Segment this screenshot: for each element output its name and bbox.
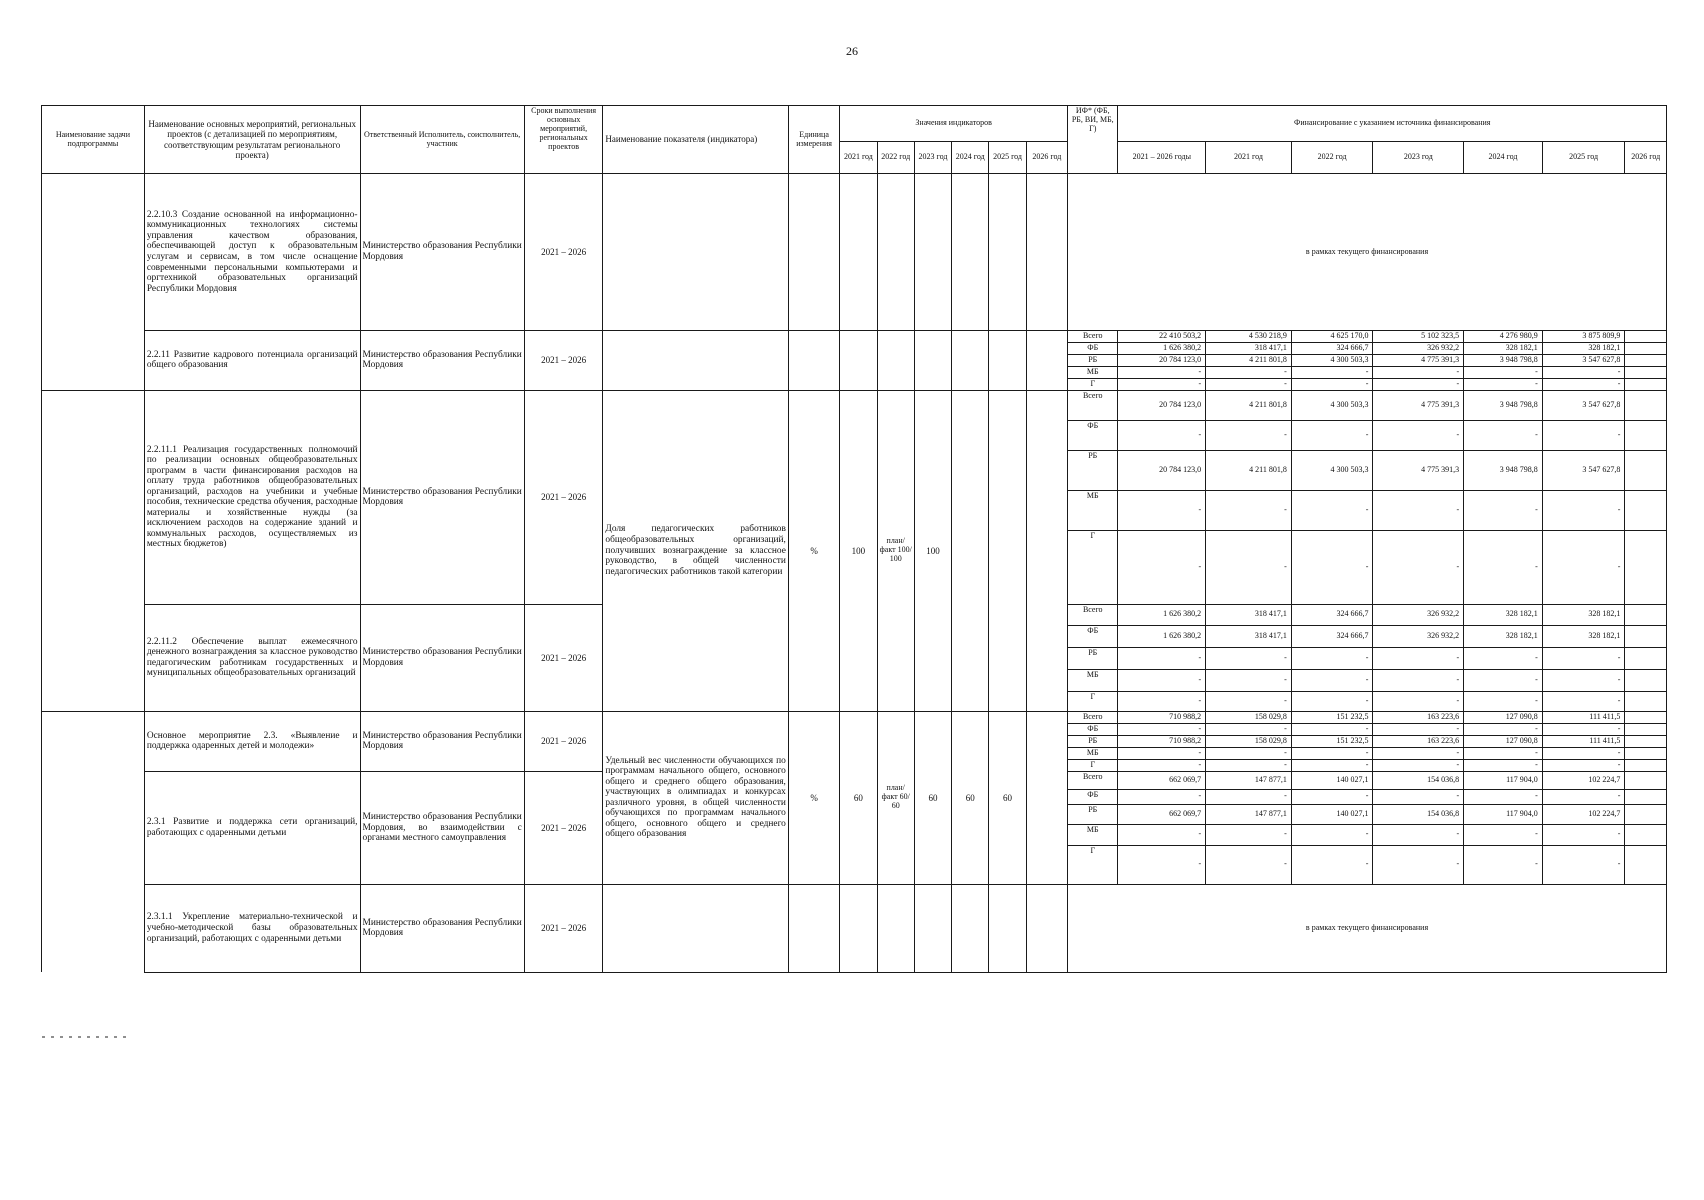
fin-value: 147 877,1 bbox=[1206, 804, 1292, 824]
fin-value: - bbox=[1118, 789, 1206, 804]
fin-value: 151 232,5 bbox=[1291, 711, 1373, 723]
measure-cell: 2.3.1 Развитие и поддержка сети организаций, работающих с одаренными детьми bbox=[144, 771, 360, 884]
fin-value: - bbox=[1464, 759, 1543, 771]
source-label: Г bbox=[1068, 845, 1118, 884]
header-fin-2021: 2021 год bbox=[1206, 142, 1292, 174]
header-year-2025: 2025 год bbox=[989, 142, 1026, 174]
value-cell bbox=[914, 174, 951, 331]
task-cell bbox=[42, 711, 145, 972]
fin-value: - bbox=[1464, 747, 1543, 759]
fin-value: 158 029,8 bbox=[1206, 711, 1292, 723]
fin-value bbox=[1625, 331, 1667, 343]
fin-value: 5 102 323,5 bbox=[1373, 331, 1464, 343]
fin-value: - bbox=[1118, 669, 1206, 691]
fin-value: - bbox=[1206, 824, 1292, 845]
fin-value bbox=[1625, 735, 1667, 747]
fin-value: - bbox=[1464, 647, 1543, 669]
measure-cell: 2.2.11.2 Обеспечение выплат ежемесячного денежного вознаграждения за классное руководство педагогическим работникам государственных и муниципальных общеобразовательных организаций bbox=[144, 604, 360, 711]
fin-value: - bbox=[1118, 490, 1206, 530]
fin-value bbox=[1625, 824, 1667, 845]
value-cell bbox=[914, 331, 951, 391]
value-2021: 60 bbox=[840, 711, 877, 884]
fin-value: 318 417,1 bbox=[1206, 342, 1292, 354]
task-cell bbox=[42, 331, 145, 391]
fin-value: 324 666,7 bbox=[1291, 625, 1373, 647]
fin-value: 326 932,2 bbox=[1373, 625, 1464, 647]
task-cell bbox=[42, 174, 145, 331]
fin-value: - bbox=[1542, 845, 1625, 884]
terms-cell: 2021 – 2026 bbox=[524, 604, 603, 711]
fin-value: - bbox=[1542, 824, 1625, 845]
fin-value: - bbox=[1373, 378, 1464, 390]
fin-value: 163 223,6 bbox=[1373, 711, 1464, 723]
indicator-cell: Удельный вес численности обучающихся по программам начального общего, основного общего и среднего общего образования, участвующих в олимпиадах и конкурсах различного уровня, в общей численности обучающихся по программам начального общего, основного общего и среднего общего образования bbox=[603, 711, 788, 884]
fin-value: 3 547 627,8 bbox=[1542, 450, 1625, 490]
executor-cell: Министерство образования Республики Мордовия bbox=[360, 390, 524, 604]
program-table bbox=[41, 105, 1667, 973]
fin-value: - bbox=[1373, 845, 1464, 884]
value-cell bbox=[952, 174, 989, 331]
fin-value: 127 090,8 bbox=[1464, 711, 1543, 723]
value-cell bbox=[989, 174, 1026, 331]
fin-value bbox=[1625, 604, 1667, 625]
fin-value: - bbox=[1464, 530, 1543, 604]
unit-cell: % bbox=[788, 711, 839, 884]
fin-value bbox=[1625, 759, 1667, 771]
fin-value: - bbox=[1118, 747, 1206, 759]
fin-value: 4 211 801,8 bbox=[1206, 390, 1292, 420]
fin-value: - bbox=[1206, 747, 1292, 759]
table-row bbox=[42, 390, 1667, 420]
source-label: ФБ bbox=[1068, 789, 1118, 804]
header-year-2026: 2026 год bbox=[1026, 142, 1067, 174]
fin-value: - bbox=[1291, 824, 1373, 845]
value-cell bbox=[1026, 884, 1067, 972]
fin-value: - bbox=[1464, 490, 1543, 530]
fin-value: - bbox=[1206, 647, 1292, 669]
header-fin-2022: 2022 год bbox=[1291, 142, 1373, 174]
header-measures: Наименование основных мероприятий, региональных проектов (с детализацией по мероприятиям, соответствующим результатам регионального проекта) bbox=[144, 106, 360, 174]
fin-value: - bbox=[1542, 747, 1625, 759]
fin-value: - bbox=[1118, 824, 1206, 845]
fin-value: 328 182,1 bbox=[1464, 342, 1543, 354]
value-2022: план/ факт 100/ 100 bbox=[877, 390, 914, 711]
fin-value: 154 036,8 bbox=[1373, 804, 1464, 824]
fin-value: 4 211 801,8 bbox=[1206, 354, 1292, 366]
source-label: МБ bbox=[1068, 824, 1118, 845]
header-source: ИФ* (ФБ, РБ, ВИ, МБ, Г) bbox=[1068, 106, 1118, 142]
financing-note: в рамках текущего финансирования bbox=[1068, 884, 1667, 972]
header-unit: Единица измерения bbox=[788, 106, 839, 174]
fin-value: 1 626 380,2 bbox=[1118, 625, 1206, 647]
fin-value: 111 411,5 bbox=[1542, 735, 1625, 747]
table-row bbox=[42, 711, 1667, 723]
fin-value bbox=[1625, 711, 1667, 723]
fin-value: - bbox=[1206, 845, 1292, 884]
value-2022: план/ факт 60/ 60 bbox=[877, 711, 914, 884]
fin-value bbox=[1625, 354, 1667, 366]
header-source-cont bbox=[1068, 142, 1118, 174]
fin-value: 140 027,1 bbox=[1291, 804, 1373, 824]
terms-cell: 2021 – 2026 bbox=[524, 771, 603, 884]
fin-value: - bbox=[1118, 378, 1206, 390]
fin-value bbox=[1625, 625, 1667, 647]
header-financing: Финансирование с указанием источника финансирования bbox=[1118, 106, 1667, 142]
source-label: МБ bbox=[1068, 366, 1118, 378]
fin-value: 20 784 123,0 bbox=[1118, 354, 1206, 366]
fin-value: - bbox=[1373, 691, 1464, 711]
executor-cell: Министерство образования Республики Мордовия, во взаимодействии с органами местного самоуправления bbox=[360, 771, 524, 884]
terms-cell: 2021 – 2026 bbox=[524, 711, 603, 771]
fin-value: - bbox=[1206, 490, 1292, 530]
fin-value: 1 626 380,2 bbox=[1118, 342, 1206, 354]
fin-value: 3 875 809,9 bbox=[1542, 331, 1625, 343]
value-cell bbox=[989, 390, 1026, 711]
fin-value bbox=[1625, 420, 1667, 450]
unit-cell bbox=[788, 331, 839, 391]
fin-value: - bbox=[1206, 759, 1292, 771]
unit-cell: % bbox=[788, 390, 839, 711]
fin-value: 318 417,1 bbox=[1206, 625, 1292, 647]
fin-value: - bbox=[1291, 420, 1373, 450]
fin-value: - bbox=[1464, 378, 1543, 390]
unit-cell bbox=[788, 174, 839, 331]
source-label: Всего bbox=[1068, 390, 1118, 420]
fin-value: 102 224,7 bbox=[1542, 771, 1625, 789]
source-label: Г bbox=[1068, 691, 1118, 711]
fin-value: 154 036,8 bbox=[1373, 771, 1464, 789]
fin-value: - bbox=[1373, 366, 1464, 378]
source-label: РБ bbox=[1068, 735, 1118, 747]
fin-value: 326 932,2 bbox=[1373, 342, 1464, 354]
fin-value: 158 029,8 bbox=[1206, 735, 1292, 747]
fin-value: - bbox=[1206, 691, 1292, 711]
table-row bbox=[42, 174, 1667, 331]
fin-value bbox=[1625, 450, 1667, 490]
fin-value bbox=[1625, 723, 1667, 735]
fin-value: - bbox=[1464, 824, 1543, 845]
fin-value: 102 224,7 bbox=[1542, 804, 1625, 824]
source-label: ФБ bbox=[1068, 420, 1118, 450]
executor-cell: Министерство образования Республики Мордовия bbox=[360, 331, 524, 391]
terms-cell: 2021 – 2026 bbox=[524, 390, 603, 604]
fin-value: - bbox=[1373, 759, 1464, 771]
fin-value: - bbox=[1118, 723, 1206, 735]
measure-cell: 2.3.1.1 Укрепление материально-технической и учебно-методической базы образовательных организаций, работающих с одаренными детьми bbox=[144, 884, 360, 972]
source-label: РБ bbox=[1068, 450, 1118, 490]
fin-value: - bbox=[1542, 530, 1625, 604]
financing-note: в рамках текущего финансирования bbox=[1068, 174, 1667, 331]
fin-value: 3 948 798,8 bbox=[1464, 390, 1543, 420]
fin-value bbox=[1625, 490, 1667, 530]
header-year-2021: 2021 год bbox=[840, 142, 877, 174]
value-2023: 60 bbox=[914, 711, 951, 884]
source-label: Всего bbox=[1068, 771, 1118, 789]
fin-value: - bbox=[1118, 366, 1206, 378]
fin-value: - bbox=[1464, 723, 1543, 735]
fin-value: 4 300 503,3 bbox=[1291, 390, 1373, 420]
fin-value: - bbox=[1291, 490, 1373, 530]
value-cell bbox=[840, 331, 877, 391]
fin-value: - bbox=[1373, 420, 1464, 450]
fin-value: - bbox=[1206, 366, 1292, 378]
fin-value: 4 775 391,3 bbox=[1373, 354, 1464, 366]
fin-value bbox=[1625, 366, 1667, 378]
value-cell bbox=[952, 884, 989, 972]
fin-value: 1 626 380,2 bbox=[1118, 604, 1206, 625]
source-label: РБ bbox=[1068, 647, 1118, 669]
value-cell bbox=[877, 331, 914, 391]
fin-value: 662 069,7 bbox=[1118, 771, 1206, 789]
fin-value: - bbox=[1464, 691, 1543, 711]
header-fin-2026: 2026 год bbox=[1625, 142, 1667, 174]
indicator-cell: Доля педагогических работников общеобразовательных организаций, получивших вознаграждение за классное руководство, в общей численности педагогических работников такой категории bbox=[603, 390, 788, 711]
fin-value: - bbox=[1464, 366, 1543, 378]
fin-value: - bbox=[1542, 759, 1625, 771]
fin-value: - bbox=[1291, 366, 1373, 378]
fin-value: 328 182,1 bbox=[1542, 342, 1625, 354]
fin-value: - bbox=[1206, 530, 1292, 604]
fin-value: - bbox=[1464, 789, 1543, 804]
fin-value bbox=[1625, 845, 1667, 884]
fin-value: - bbox=[1373, 490, 1464, 530]
fin-value: - bbox=[1118, 530, 1206, 604]
source-label: Г bbox=[1068, 530, 1118, 604]
fin-value: 4 775 391,3 bbox=[1373, 450, 1464, 490]
fin-value: - bbox=[1542, 378, 1625, 390]
source-label: МБ bbox=[1068, 747, 1118, 759]
fin-value: - bbox=[1291, 789, 1373, 804]
fin-value: - bbox=[1542, 723, 1625, 735]
executor-cell: Министерство образования Республики Мордовия bbox=[360, 711, 524, 771]
fin-value: - bbox=[1291, 669, 1373, 691]
executor-cell: Министерство образования Республики Мордовия bbox=[360, 884, 524, 972]
fin-value: 328 182,1 bbox=[1464, 604, 1543, 625]
fin-value: 4 211 801,8 bbox=[1206, 450, 1292, 490]
measure-cell: Основное мероприятие 2.3. «Выявление и поддержка одаренных детей и молодежи» bbox=[144, 711, 360, 771]
fin-value: - bbox=[1373, 530, 1464, 604]
header-fin-2023: 2023 год bbox=[1373, 142, 1464, 174]
fin-value: - bbox=[1464, 669, 1543, 691]
fin-value: - bbox=[1206, 723, 1292, 735]
value-cell bbox=[952, 331, 989, 391]
source-label: ФБ bbox=[1068, 723, 1118, 735]
table-row bbox=[42, 331, 1667, 343]
terms-cell: 2021 – 2026 bbox=[524, 331, 603, 391]
header-terms: Сроки выполнения основных мероприятий, региональных проектов bbox=[524, 106, 603, 174]
fin-value: - bbox=[1291, 845, 1373, 884]
fin-value: - bbox=[1373, 647, 1464, 669]
fin-value bbox=[1625, 390, 1667, 420]
fin-value: - bbox=[1542, 366, 1625, 378]
fin-value: 328 182,1 bbox=[1542, 625, 1625, 647]
fin-value: - bbox=[1373, 669, 1464, 691]
value-cell bbox=[952, 390, 989, 711]
task-cell bbox=[42, 390, 145, 711]
header-fin-total: 2021 – 2026 годы bbox=[1118, 142, 1206, 174]
fin-value: - bbox=[1373, 824, 1464, 845]
fin-value: 127 090,8 bbox=[1464, 735, 1543, 747]
value-cell bbox=[989, 331, 1026, 391]
fin-value bbox=[1625, 691, 1667, 711]
fin-value bbox=[1625, 378, 1667, 390]
fin-value bbox=[1625, 669, 1667, 691]
indicator-cell bbox=[603, 174, 788, 331]
fin-value bbox=[1625, 647, 1667, 669]
header-year-2024: 2024 год bbox=[952, 142, 989, 174]
header-executor: Ответственный Исполнитель, соисполнитель, участник bbox=[360, 106, 524, 174]
fin-value: 3 948 798,8 bbox=[1464, 354, 1543, 366]
value-cell bbox=[989, 884, 1026, 972]
executor-cell: Министерство образования Республики Мордовия bbox=[360, 174, 524, 331]
header-fin-2024: 2024 год bbox=[1464, 142, 1543, 174]
fin-value: - bbox=[1291, 647, 1373, 669]
fin-value: - bbox=[1206, 420, 1292, 450]
header-fin-2025: 2025 год bbox=[1542, 142, 1625, 174]
fin-value: - bbox=[1291, 723, 1373, 735]
fin-value: 328 182,1 bbox=[1464, 625, 1543, 647]
value-cell bbox=[914, 884, 951, 972]
source-label: Всего bbox=[1068, 711, 1118, 723]
fin-value: 326 932,2 bbox=[1373, 604, 1464, 625]
fin-value: - bbox=[1542, 420, 1625, 450]
value-cell bbox=[1026, 174, 1067, 331]
fin-value bbox=[1625, 771, 1667, 789]
fin-value: 4 530 218,9 bbox=[1206, 331, 1292, 343]
fin-value bbox=[1625, 789, 1667, 804]
fin-value: - bbox=[1206, 378, 1292, 390]
scan-artifact bbox=[42, 1036, 127, 1038]
fin-value: - bbox=[1118, 691, 1206, 711]
fin-value bbox=[1625, 530, 1667, 604]
header-year-2022: 2022 год bbox=[877, 142, 914, 174]
fin-value: - bbox=[1464, 420, 1543, 450]
fin-value bbox=[1625, 342, 1667, 354]
measure-cell: 2.2.11.1 Реализация государственных полномочий по реализации основных общеобразовательных программ в части финансирования расходов на оплату труда работников общеобразовательных организаций, расходов на учебники и учебные пособия, технические средства обучения, расходные материалы и хозяйственные нужды (за исключением расходов на содержание зданий и коммунальных расходов, осуществляемых из местных бюджетов) bbox=[144, 390, 360, 604]
fin-value: 710 988,2 bbox=[1118, 735, 1206, 747]
value-cell bbox=[1026, 331, 1067, 391]
fin-value: - bbox=[1291, 691, 1373, 711]
fin-value: 4 276 980,9 bbox=[1464, 331, 1543, 343]
terms-cell: 2021 – 2026 bbox=[524, 884, 603, 972]
value-2024: 60 bbox=[952, 711, 989, 884]
fin-value: - bbox=[1542, 490, 1625, 530]
fin-value: 662 069,7 bbox=[1118, 804, 1206, 824]
executor-cell: Министерство образования Республики Мордовия bbox=[360, 604, 524, 711]
fin-value: - bbox=[1291, 759, 1373, 771]
fin-value: 151 232,5 bbox=[1291, 735, 1373, 747]
fin-value: 3 547 627,8 bbox=[1542, 390, 1625, 420]
fin-value: - bbox=[1118, 420, 1206, 450]
fin-value: 163 223,6 bbox=[1373, 735, 1464, 747]
fin-value: - bbox=[1206, 789, 1292, 804]
fin-value: 710 988,2 bbox=[1118, 711, 1206, 723]
fin-value: - bbox=[1118, 759, 1206, 771]
measure-cell: 2.2.10.3 Создание основанной на информационно-коммуникационных технологиях системы управления качеством образования, обеспечивающей доступ к образовательным услугам и сервисам, в том числе оснащение современными персональными компьютерами и оргтехникой образовательных организаций Республики Мордовия bbox=[144, 174, 360, 331]
source-label: Г bbox=[1068, 759, 1118, 771]
fin-value: 4 775 391,3 bbox=[1373, 390, 1464, 420]
source-label: Всего bbox=[1068, 604, 1118, 625]
unit-cell bbox=[788, 884, 839, 972]
fin-value bbox=[1625, 747, 1667, 759]
source-label: МБ bbox=[1068, 490, 1118, 530]
source-label: РБ bbox=[1068, 354, 1118, 366]
fin-value: - bbox=[1542, 647, 1625, 669]
fin-value: - bbox=[1373, 723, 1464, 735]
indicator-cell bbox=[603, 884, 788, 972]
value-2023: 100 bbox=[914, 390, 951, 711]
fin-value: - bbox=[1291, 378, 1373, 390]
fin-value: 328 182,1 bbox=[1542, 604, 1625, 625]
fin-value: - bbox=[1291, 530, 1373, 604]
fin-value: 4 300 503,3 bbox=[1291, 450, 1373, 490]
fin-value: - bbox=[1373, 747, 1464, 759]
value-cell bbox=[1026, 711, 1067, 884]
fin-value: 3 948 798,8 bbox=[1464, 450, 1543, 490]
fin-value: 4 300 503,3 bbox=[1291, 354, 1373, 366]
fin-value: 318 417,1 bbox=[1206, 604, 1292, 625]
value-cell bbox=[840, 884, 877, 972]
fin-value: 111 411,5 bbox=[1542, 711, 1625, 723]
header-year-2023: 2023 год bbox=[914, 142, 951, 174]
fin-value: 22 410 503,2 bbox=[1118, 331, 1206, 343]
source-label: Г bbox=[1068, 378, 1118, 390]
fin-value: 20 784 123,0 bbox=[1118, 450, 1206, 490]
page-number: 26 bbox=[846, 44, 858, 58]
header-task: Наименование задачи подпрограммы bbox=[42, 106, 145, 174]
header-indicator-values: Значения индикаторов bbox=[840, 106, 1068, 142]
fin-value: - bbox=[1464, 845, 1543, 884]
header-indicator-name: Наименование показателя (индикатора) bbox=[603, 106, 788, 174]
indicator-cell bbox=[603, 331, 788, 391]
value-2021: 100 bbox=[840, 390, 877, 711]
fin-value: 4 625 170,0 bbox=[1291, 331, 1373, 343]
fin-value: - bbox=[1373, 789, 1464, 804]
value-cell bbox=[1026, 390, 1067, 711]
fin-value: - bbox=[1542, 669, 1625, 691]
fin-value: 324 666,7 bbox=[1291, 604, 1373, 625]
value-cell bbox=[877, 174, 914, 331]
source-label: ФБ bbox=[1068, 625, 1118, 647]
source-label: МБ bbox=[1068, 669, 1118, 691]
fin-value: - bbox=[1542, 691, 1625, 711]
source-label: ФБ bbox=[1068, 342, 1118, 354]
fin-value: 147 877,1 bbox=[1206, 771, 1292, 789]
measure-cell: 2.2.11 Развитие кадрового потенциала организаций общего образования bbox=[144, 331, 360, 391]
fin-value: - bbox=[1542, 789, 1625, 804]
fin-value: 20 784 123,0 bbox=[1118, 390, 1206, 420]
source-label: РБ bbox=[1068, 804, 1118, 824]
fin-value: - bbox=[1118, 845, 1206, 884]
terms-cell: 2021 – 2026 bbox=[524, 174, 603, 331]
source-label: Всего bbox=[1068, 331, 1118, 343]
table-row bbox=[42, 884, 1667, 972]
fin-value: 3 547 627,8 bbox=[1542, 354, 1625, 366]
fin-value bbox=[1625, 804, 1667, 824]
value-cell bbox=[877, 884, 914, 972]
fin-value: 140 027,1 bbox=[1291, 771, 1373, 789]
fin-value: 324 666,7 bbox=[1291, 342, 1373, 354]
fin-value: - bbox=[1118, 647, 1206, 669]
fin-value: - bbox=[1206, 669, 1292, 691]
value-cell bbox=[840, 174, 877, 331]
fin-value: - bbox=[1291, 747, 1373, 759]
value-2025: 60 bbox=[989, 711, 1026, 884]
fin-value: 117 904,0 bbox=[1464, 771, 1543, 789]
fin-value: 117 904,0 bbox=[1464, 804, 1543, 824]
